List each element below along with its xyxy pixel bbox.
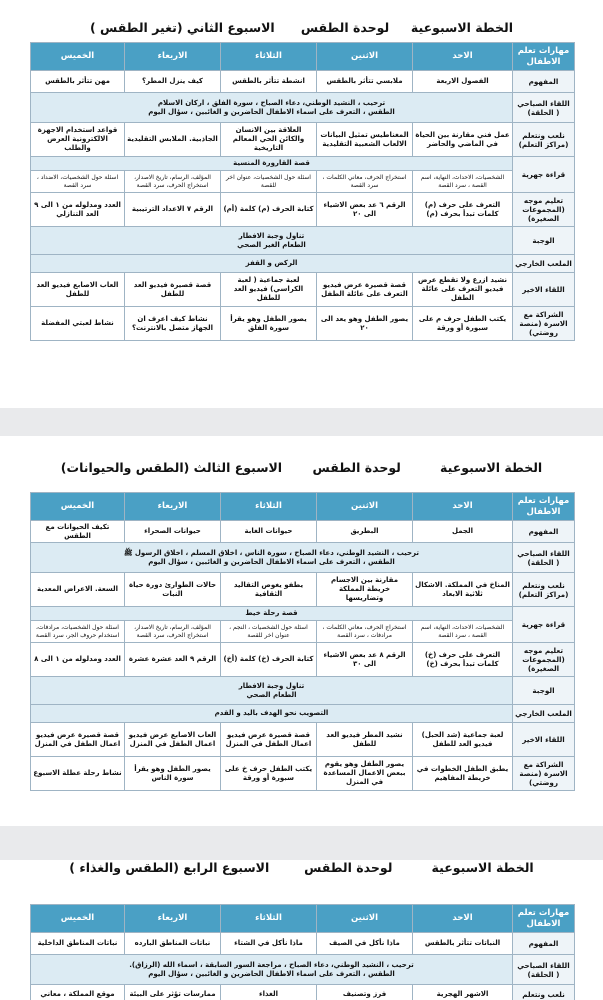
table-cell: العاب الاصابع عرض فيديو اعمال الطفل في المنزل <box>125 723 221 757</box>
week2-sheet <box>0 0 603 408</box>
column-header: مهارات تعلم الاطفال <box>513 905 575 933</box>
table-cell: كتابة الحرف (خ) كلمة (أخ) <box>221 643 317 677</box>
table-cell: الرقم ٧ الاعداد الترتيبية <box>125 193 221 227</box>
merged-cell <box>31 543 513 573</box>
table-cell: استخراج الحرف، معاني الكلمات ، سرد القصة <box>317 171 413 193</box>
table-cell: يصور الطفل وهو يعد الى ٢٠ <box>317 307 413 341</box>
merged-line: ترحيب ، النشيد الوطني، دعاء الصباح ، سورة الفلق ، اركان الاسلام <box>157 98 386 107</box>
table-cell: حيوانات الصحراء <box>125 521 221 543</box>
table-cell: المؤلف، الرسام، تاريخ الاصدار، استخراج الحرف، سرد القصة <box>125 171 221 193</box>
column-header: الثلاثاء <box>221 493 317 521</box>
merged-cell <box>31 705 513 723</box>
table-cell: قصة قصيرة عرض فيديو اعمال الطفل في المنزل <box>31 723 125 757</box>
merged-line: التصويب نحو الهدف باليد و القدم <box>214 709 329 718</box>
table-cell: اسئلة حول الشخصيات ، النجم ، عنوان اخر للقصة <box>221 621 317 643</box>
table-cell: المناخ في المملكة. الاشكال ثلاثية الابعاد <box>413 573 513 607</box>
column-header: الاثنين <box>317 493 413 521</box>
table-cell: نشاط لعبتي المفضلة <box>31 307 125 341</box>
column-header: الخميس <box>31 905 125 933</box>
table-cell: اسئلة حول الشخصيات، مرادفات، استخدام حروف الجر، سرد القصة <box>31 621 125 643</box>
table-cell: يكتب الطفل حرف م على سبورة أو ورقة <box>413 307 513 341</box>
merged-line: الطعام الغير الصحي <box>237 240 306 249</box>
column-header: الاربعاء <box>125 43 221 71</box>
table-cell: انشطة تتأثر بالطقس <box>221 71 317 93</box>
row-header: اللقاء الاخير <box>513 723 575 757</box>
week3-title: الخطة الاسبوعية لوحدة الطقس الاسبوع الثالث (الطقس والحيوانات) <box>60 460 543 475</box>
table-cell: موقع المملكة ، معاني <box>31 985 125 1000</box>
row-header: الملعب الخارجي <box>513 705 575 723</box>
table-cell: يطبق الطفل الخطوات في خريطة المفاهيم <box>413 757 513 791</box>
table-cell: ماذا نأكل في الصيف <box>317 933 413 955</box>
row-header: الشراكة مع الاسرة (منصة روضتي) <box>513 307 575 341</box>
column-header: الخميس <box>31 493 125 521</box>
table-cell: يطفو يغوص التقاليد الثقافية <box>221 573 317 607</box>
story-title: قصة رحلة خيط <box>31 607 513 621</box>
table-cell: يصور الطفل وهو يقوم ببعض الاعمال المساعدة في المنزل <box>317 757 413 791</box>
table-cell: اسئلة حول الشخصيات، عنوان اخر للقصة <box>221 171 317 193</box>
table-cell: حالات الطوارئ دورة حياة النبات <box>125 573 221 607</box>
column-header: الثلاثاء <box>221 43 317 71</box>
row-header: نلعب ونتعلم (مراكز التعلم) <box>513 123 575 157</box>
table-cell: ممارسات تؤثر على البيئة <box>125 985 221 1000</box>
table-cell: التعرف على حرف (م) كلمات تبدأ بحرف (م) <box>413 193 513 227</box>
merged-line: ترحيب ، النشيد الوطني، دعاء الصباح ، مراجعة السور السابقة ، اسماء الله (الرزاق). <box>129 960 414 969</box>
table-cell: الرقم ٨ عد بعض الاشياء الى ٣٠ <box>317 643 413 677</box>
column-header: الاثنين <box>317 43 413 71</box>
week2-plan-table <box>30 42 575 341</box>
column-header: الاحد <box>413 43 513 71</box>
merged-cell <box>31 955 513 985</box>
row-header: الوجبة <box>513 227 575 255</box>
table-cell: الاشهر الهجرية <box>413 985 513 1000</box>
table-cell: العاب الاصابع فيديو العد للطفل <box>31 273 125 307</box>
table-cell: نشاط كيف اعرف ان الجهاز متصل بالانترنت؟ <box>125 307 221 341</box>
row-header: قراءة جهرية <box>513 157 575 193</box>
table-cell: المؤلف، الرسام، تاريخ الاصدار، استخراج الحرف، سرد القصة <box>125 621 221 643</box>
week2-title: الخطة الاسبوعية لوحدة الطقس الاسبوع الثاني (تغير الطقس ) <box>89 20 514 35</box>
row-header: المفهوم <box>513 71 575 93</box>
merged-line: تناول وجبة الافطار <box>238 231 305 240</box>
table-cell: فرز وتصنيف <box>317 985 413 1000</box>
table-cell: البطريق <box>317 521 413 543</box>
column-header: الاربعاء <box>125 905 221 933</box>
merged-line: تناول وجبة الافطار <box>238 681 305 690</box>
table-cell: ماذا نأكل في الشتاء <box>221 933 317 955</box>
story-title: قصة القارورة المنسية <box>31 157 513 171</box>
table-cell: العلاقة بين الانسان والكائن الحي المعالم التاريخية <box>221 123 317 157</box>
table-cell: العدد ومدلوله من ١ الى ٨ <box>31 643 125 677</box>
table-cell: الغذاء <box>221 985 317 1000</box>
table-cell: قصة قصيرة فيديو العد للطفل <box>125 273 221 307</box>
table-cell: السعة. الاعراض المعدية <box>31 573 125 607</box>
row-header: تعليم موجه (المجموعات الصغيرة) <box>513 643 575 677</box>
column-header: الخميس <box>31 43 125 71</box>
column-header: الاحد <box>413 493 513 521</box>
table-cell: نباتات المناطق البارده <box>125 933 221 955</box>
table-cell: استخراج الحرف، معاني الكلمات ، مرادفات ، سرد القصة <box>317 621 413 643</box>
row-header: تعليم موجه (المجموعات الصغيرة) <box>513 193 575 227</box>
week3-plan-table <box>30 492 575 791</box>
column-header: الاحد <box>413 905 513 933</box>
table-cell: عمل فني مقارنة بين الحياة في الماضي والحاضر <box>413 123 513 157</box>
table-cell: الرقم ٩ العد عشرة عشرة <box>125 643 221 677</box>
table-cell: يصور الطفل وهو يقرأ سورة الناس <box>125 757 221 791</box>
table-cell: لعبة جماعية ( لعبة الكراسي) فيديو العد للطفل <box>221 273 317 307</box>
table-cell: ملابسي تتأثر بالطقس <box>317 71 413 93</box>
table-cell: الرقم ٦ عد بعض الاشياء الى ٢٠ <box>317 193 413 227</box>
row-header: اللقاء الصباحي ( الحلقة) <box>513 955 575 985</box>
merged-line: الطقس ، التعرف على اسماء الاطفال الحاضرين و الغائبين ، سؤال اليوم <box>148 969 395 978</box>
row-header: الوجبة <box>513 677 575 705</box>
table-cell: حيوانات الغابة <box>221 521 317 543</box>
table-cell: كتابة الحرف (م) كلمة (أم) <box>221 193 317 227</box>
merged-line: الطقس ، التعرف على اسماء الاطفال الحاضرين و الغائبين ، سؤال اليوم <box>148 557 395 566</box>
row-header: الملعب الخارجي <box>513 255 575 273</box>
column-header: مهارات تعلم الاطفال <box>513 493 575 521</box>
table-cell: الشخصيات، الاحداث، النهاية، اسم القصة ، سرد القصة <box>413 171 513 193</box>
merged-line: الطقس ، التعرف على اسماء الاطفال الحاضرين و الغائبين ، سؤال اليوم <box>148 107 395 116</box>
column-header: الثلاثاء <box>221 905 317 933</box>
row-header: نلعب ونتعلم (مراكز التعلم) <box>513 573 575 607</box>
row-header: المفهوم <box>513 933 575 955</box>
table-cell: العدد ومدلوله من ١ الى ٩ العد التنازلي <box>31 193 125 227</box>
week4-sheet <box>0 860 603 1000</box>
table-cell: التعرف على حرف (خ) كلمات تبدأ بحرف (خ) <box>413 643 513 677</box>
table-cell: نباتات المناطق الداخلية <box>31 933 125 955</box>
table-cell: نشاط رحلة عطلة الاسبوع <box>31 757 125 791</box>
table-cell: قصة قصيرة عرض فيديو اعمال الطفل في المنزل <box>221 723 317 757</box>
merged-line: الركض و القفز <box>245 259 298 268</box>
table-cell: الشخصيات، الاحداث، النهاية، اسم القصة ، سرد القصة <box>413 621 513 643</box>
row-header: قراءة جهرية <box>513 607 575 643</box>
column-header: الاثنين <box>317 905 413 933</box>
page-gap <box>0 826 603 860</box>
table-cell: نشيد المطر فيديو العد للطفل <box>317 723 413 757</box>
table-cell: اسئلة حول الشخصيات، الاضداد ، سرد القصة <box>31 171 125 193</box>
merged-cell <box>31 255 513 273</box>
table-cell: الجاذبية. الملابس التقليدية <box>125 123 221 157</box>
row-header: اللقاء الصباحي ( الحلقة) <box>513 543 575 573</box>
week4-title: الخطة الاسبوعية لوحدة الطقس الاسبوع الرابع (الطقس والغذاء ) <box>69 860 534 875</box>
table-cell: الجمل <box>413 521 513 543</box>
table-cell: نشيد ازرع ولا تقطع عرض فيديو التعرف على عائلة الطفل <box>413 273 513 307</box>
table-cell: المغناطيس تمثيل البيانات الالعاب الشعبية التقليدية <box>317 123 413 157</box>
week3-sheet <box>0 436 603 826</box>
merged-line: الطعام الصحي <box>246 690 297 699</box>
table-cell: لعبة جماعية (شد الحبل) فيديو العد للطفل <box>413 723 513 757</box>
row-header: اللقاء الاخير <box>513 273 575 307</box>
table-cell: قصة قصيرة عرض فيديو التعرف على عائلة الطفل <box>317 273 413 307</box>
column-header: الاربعاء <box>125 493 221 521</box>
row-header: اللقاء الصباحي ( الحلقة) <box>513 93 575 123</box>
table-cell: يكتب الطفل حرف خ على سبورة أو ورقة <box>221 757 317 791</box>
page-gap <box>0 408 603 436</box>
table-cell: الفصول الاربعة <box>413 71 513 93</box>
table-cell: قواعد استخدام الاجهزة الالكترونية العرض والطلب <box>31 123 125 157</box>
merged-cell <box>31 677 513 705</box>
table-cell: مهن تتأثر بالطقس <box>31 71 125 93</box>
week4-plan-table <box>30 904 575 1000</box>
table-cell: يصور الطفل وهو يقرأ سورة الفلق <box>221 307 317 341</box>
merged-line: ترحيب ، النشيد الوطني، دعاء الصباح ، سورة الناس ، اخلاق المسلم ، اخلاق الرسول ﷺ <box>123 548 420 557</box>
table-cell: مقارنة بين الاجسام خريطة المملكة وتضاريسها <box>317 573 413 607</box>
row-header: المفهوم <box>513 521 575 543</box>
merged-cell <box>31 93 513 123</box>
table-cell: كيف ينزل المطر؟ <box>125 71 221 93</box>
row-header: نلعب ونتعلم <box>513 985 575 1000</box>
table-cell: تكيف الحيوانات مع الطقس <box>31 521 125 543</box>
row-header: الشراكة مع الاسرة (منصة روضتي) <box>513 757 575 791</box>
column-header: مهارات تعلم الاطفال <box>513 43 575 71</box>
table-cell: النباتات تتأثر بالطقس <box>413 933 513 955</box>
merged-cell <box>31 227 513 255</box>
